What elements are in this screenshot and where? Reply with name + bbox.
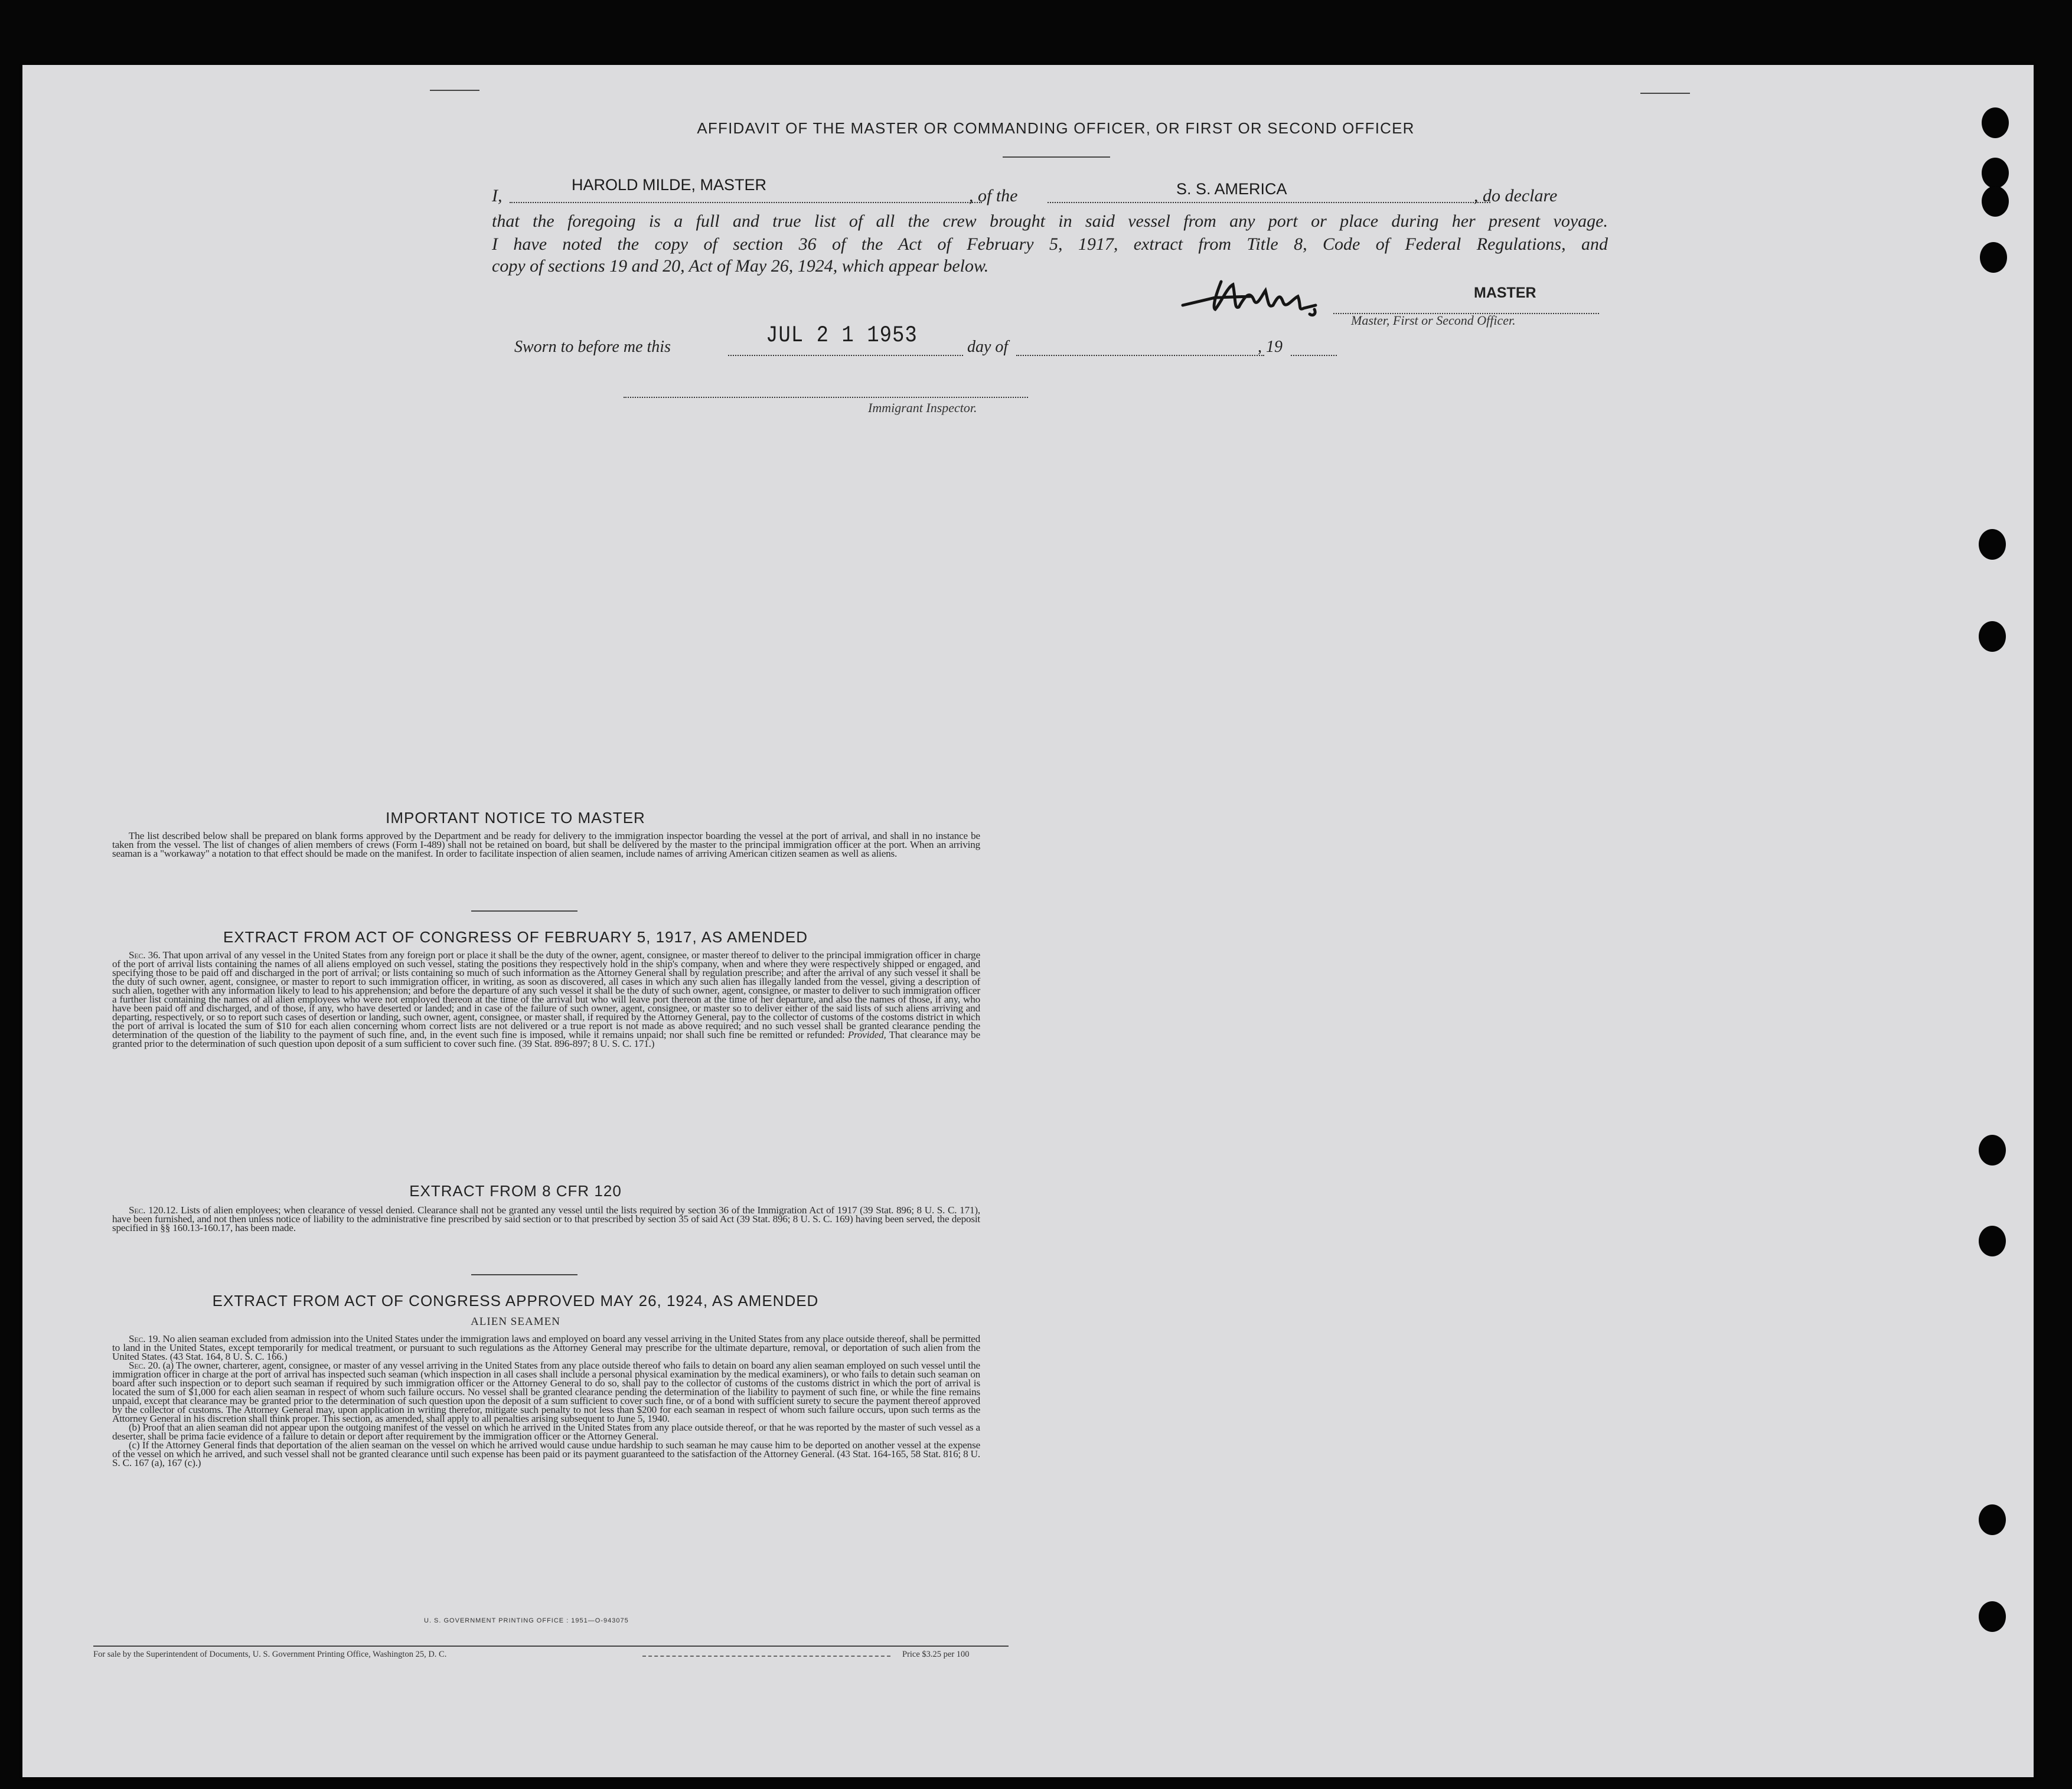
- punch-hole-4: [1980, 242, 2007, 273]
- punch-hole-8: [1979, 1226, 2006, 1256]
- sec-36-text: That upon arrival of any vessel in the United States from any foreign port or place it shall be the duty of the owner, agent, consignee, or master thereof to deliver to the principal immigration officer in charge of the port of arrival lists containing the names of all aliens employed on such vessel, stating the positions they respectively hold in the ship's company, when and where they were respectively shipped or engaged, and specifying those to be paid off and discharged in the port of arrival; or lists containing so much of such information as the Attorney General shall by regulation prescribe; and after the arrival of any such vessel it shall be the duty of such owner, agent, consignee, or master to report to such immigration officer, in writing, as soon as discovered, all cases in which any such alien has illegally landed from the vessel, giving a description of such alien, together with any information likely to lead to his apprehension; and before the departure of any such vessel it shall be the duty of such owner, agent, consignee, or master to deliver to such immigration officer a further list containing the names of all alien employees who were not employed thereon at the time of the arrival but who will leave port thereon at the time of her departure, and also the names of those, if any, who have been paid off and discharged, and of those, if any, who have deserted or landed; and in case of the failure of such owner, agent, consignee, or master so to deliver either of the said lists of such aliens arriving and departing, respectively, or so to report such cases of desertion or landing, such owner, agent, consignee, or master shall, if required by the Attorney General, pay to the collector of customs of the costoms district in which the port of arrival is located the sum of $10 for each alien concerning whom correct lists are not delivered or a true report is not made as above required; and no such vessel shall be granted clearance pending the determination of the question of the liability to the payment of such fine, and, in the event such fine is imposed, while it remains unpaid; nor shall such fine be remitted or refunded:: [112, 949, 980, 1040]
- notice-text: [112, 831, 980, 858]
- extract-cfr-title: EXTRACT FROM 8 CFR 120: [409, 1182, 622, 1200]
- do-declare-label: , do declare: [1474, 186, 1558, 205]
- sec-36-paragraph: [112, 951, 980, 1048]
- year-label: , 19: [1258, 338, 1283, 356]
- extract-1917-title: EXTRACT FROM ACT OF CONGRESS OF FEBRUARY 5, 1917, AS AMENDED: [223, 928, 808, 946]
- i-label: I,: [492, 186, 502, 205]
- affidavit-body-line-1: that the foregoing is a full and true list of all the crew brought in said vessel from any port or place during her present voyage.: [492, 211, 1608, 231]
- sworn-date-field: [728, 352, 963, 356]
- sec-20-paragraph: [112, 1361, 980, 1423]
- signer-title: MASTER: [1474, 285, 1536, 301]
- corner-mark-left: [430, 90, 479, 91]
- notice-paragraph: The list described below shall be prepared on blank forms approved by the Department and be ready for delivery to the immigration inspector boarding the vessel at the port of arrival, and shall in no instance be taken from the vessel. The list of changes of alien members of crews (Form I-489) shall not be retained on board, but shall be delivered by the master to the principal immigration officer at the port. When an arriving seaman is a "workaway" a notation to that effect should be made on the manifest. In order to facilitate inspection of alien seamen, include names of arriving American citizen seamen as well as aliens.: [112, 830, 980, 859]
- of-the-label: , of the: [969, 186, 1018, 205]
- affidavit-body-line-3: copy of sections 19 and 20, Act of May 26, 1924, which appear below.: [492, 256, 989, 276]
- sworn-date-stamp: JUL 2 1 1953: [766, 323, 918, 349]
- sec-36-label: Sec. 36.: [129, 949, 161, 961]
- sec-20-text: (a) The owner, charterer, agent, consignee, or master of any vessel arriving in the United States from any place outside thereof who fails to detain on board any alien seaman employed on such vessel until the immigration officer in charge at the port of arrival has inspected such seaman (which inspection in all cases shall include a personal physical examination by the medical examiners), or who fails to detain such seaman on board after such inspection or to deport such seaman if required by such immigration officer or the Attorney General to do so, shall pay to the collector of customs of the customs district in which the port of arrival is located the sum of $1,000 for each alien seaman in respect of whom such failure occurs. No vessel shall be granted clearance pending the determination of the liability to payment of such fine, or while the fine remains unpaid, except that clearance may be granted prior to the determination of such question upon the deposit of a sum sufficient to cover such fine, or of a bond with sufficient surety to secure the payment thereof approved by the collector of customs. The Attorney General may, upon application in writing therefor, mitigate such penalty to not less than $200 for each seaman in respect of whom such failure occurs, upon such terms as the Attorney General in his discretion shall think proper. This section, as amended, shall apply to all penalties arising subsequent to June 5, 1940.: [112, 1360, 980, 1424]
- affidavit-title: AFFIDAVIT OF THE MASTER OR COMMANDING OFFICER, OR FIRST OR SECOND OFFICER: [697, 119, 1415, 137]
- sec-20-c-paragraph: (c) If the Attorney General finds that deportation of the alien seaman on the vessel on which he arrived would cause undue hardship to such seaman he may cause him to be deported on another vessel at the expense of the vessel on which he arrived, and such vessel shall not be granted clearance until such expense has been paid or its payment guaranteed to the satisfaction of the Attorney General. (43 Stat. 164-165, 58 Stat. 816; 8 U. S. C. 167 (a), 167 (c).): [112, 1439, 980, 1468]
- corner-mark-right: [1640, 93, 1690, 94]
- divider-1: [471, 910, 577, 912]
- sec-19-paragraph: [112, 1334, 980, 1361]
- document-page: [22, 65, 2034, 1777]
- punch-hole-5: [1979, 529, 2006, 560]
- footer-for-sale: For sale by the Superintendent of Documents, U. S. Government Printing Office, Washington 25, D. C.: [93, 1650, 447, 1659]
- punch-hole-1: [1982, 107, 2009, 138]
- affidavit-body-line-2: I have noted the copy of section 36 of the Act of February 5, 1917, extract from Title 8, Code of Federal Regulations, and: [492, 234, 1608, 254]
- sec-19-label: Sec. 19.: [129, 1333, 161, 1344]
- extract-1917-text: [112, 951, 980, 1048]
- punch-hole-3: [1982, 186, 2009, 217]
- extract-1924-text: [112, 1334, 980, 1467]
- printing-office-imprint: U. S. GOVERNMENT PRINTING OFFICE : 1951—O-943075: [424, 1617, 629, 1624]
- vessel-name-field: [1048, 198, 1490, 203]
- day-of-label: day of: [967, 338, 1009, 356]
- punch-hole-2: [1982, 158, 2009, 188]
- vessel-name-value: S. S. AMERICA: [1176, 180, 1287, 198]
- punch-hole-10: [1979, 1601, 2006, 1632]
- punch-hole-6: [1979, 621, 2006, 652]
- title-divider: [1003, 156, 1110, 158]
- year-field: [1291, 352, 1337, 356]
- inspector-caption: Immigrant Inspector.: [868, 400, 977, 415]
- month-field: [1016, 352, 1264, 356]
- footer-leader: [642, 1656, 890, 1657]
- divider-2: [471, 1274, 577, 1275]
- footer-price: Price $3.25 per 100: [902, 1650, 970, 1659]
- inspector-signature-line: [624, 394, 1028, 398]
- sec-120-label: Sec. 120.12.: [129, 1204, 178, 1216]
- sec-19-text: No alien seaman excluded from admission into the United States under the immigration laws and employed on board any vessel arriving in the United States from any place outside thereof, shall be permitted to land in the United States, except temporarily for medical treatment, or pursuant to such regulations as the Attorney General may prescribe for the ultimate departure, removal, or deportation of such alien from the United States. (43 Stat. 164, 8 U. S. C. 166.): [112, 1333, 980, 1362]
- notice-title: IMPORTANT NOTICE TO MASTER: [386, 809, 645, 827]
- punch-hole-9: [1979, 1504, 2006, 1535]
- footer-rule: [93, 1646, 1009, 1647]
- sec-120-text: Lists of alien employees; when clearance of vessel denied. Clearance shall not be granted any vessel until the lists required by section 36 of the Immigration Act of 1917 (39 Stat. 896; 8 U. S. C. 171), have been furnished, and not then unless notice of liability to the administrative fine prescribed by said section or to that prescribed by section 35 of said Act (39 Stat. 896; 8 U. S. C. 169) having been served, the deposit specified in §§ 160.13-160.17, has been made.: [112, 1204, 980, 1233]
- extract-1924-title: EXTRACT FROM ACT OF CONGRESS APPROVED MAY 26, 1924, AS AMENDED: [212, 1292, 819, 1310]
- sec-20-label: Sec. 20.: [129, 1360, 161, 1371]
- sec-120-paragraph: [112, 1206, 980, 1232]
- extract-cfr-text: [112, 1206, 980, 1232]
- master-name-field: [510, 198, 982, 203]
- master-name-value: HAROLD MILDE, MASTER: [572, 176, 767, 194]
- extract-1924-subtitle: ALIEN SEAMEN: [471, 1315, 560, 1328]
- sec-36-text-end: That clearance may be granted prior to the determination of such question upon deposit of a sum sufficient to cover such fine. (39 Stat. 896-897; 8 U. S. C. 171.): [112, 1029, 980, 1049]
- sec-20-b-paragraph: (b) Proof that an alien seaman did not appear upon the outgoing manifest of the vessel on which he arrived in the United States from any place outside thereof, or that he was reported by the master of such vessel as a deserter, shall be prima facie evidence of a failure to detain or deport after requirement by the immigration officer or the Attorney General.: [112, 1422, 980, 1442]
- provided-label: Provided,: [847, 1029, 886, 1040]
- sworn-label: Sworn to before me this: [514, 338, 671, 356]
- punch-hole-7: [1979, 1135, 2006, 1166]
- signer-caption: Master, First or Second Officer.: [1351, 313, 1516, 328]
